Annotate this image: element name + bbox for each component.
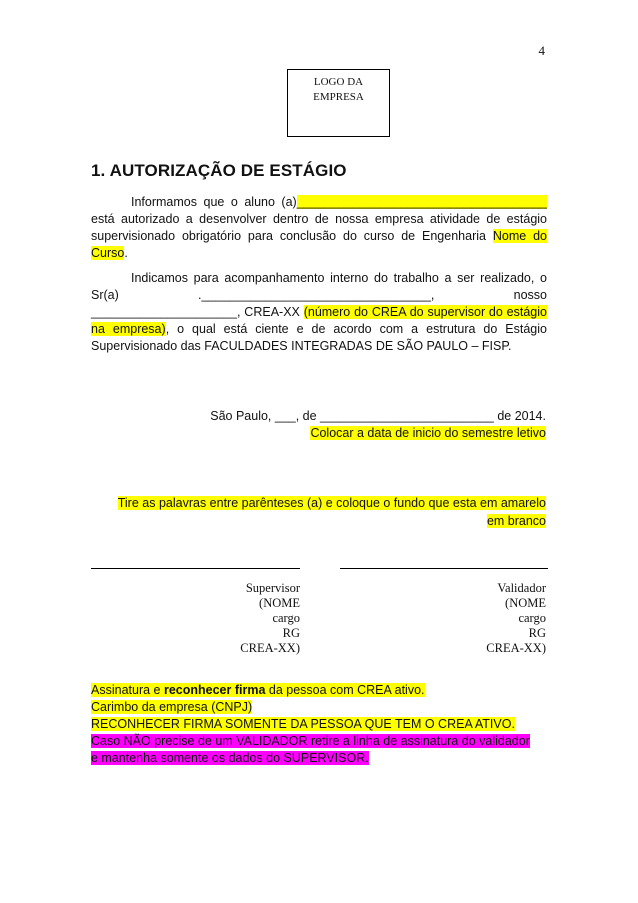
company-logo-placeholder	[287, 69, 390, 137]
supervisor-name: (NOME	[259, 596, 300, 610]
instruction-line-2: em branco	[486, 514, 546, 528]
supervisor-cargo: cargo	[272, 611, 300, 625]
validador-signature-block	[486, 581, 546, 656]
student-name-blank: ____________________________________	[296, 195, 547, 209]
supervisor-signature-block	[240, 581, 300, 656]
validador-signature-line	[340, 568, 548, 569]
supervisor-role: Supervisor	[245, 581, 300, 595]
instruction-line-1: Tire as palavras entre parênteses (a) e coloque o fundo que esta em amarelo	[117, 496, 546, 510]
crea-number-placeholder: (número do CREA do supervisor do estágio na empresa)	[91, 305, 547, 336]
validador-rg: RG	[528, 626, 546, 640]
p2-text-a: Indicamos para acompanhamento interno do trabalho a ser realizado, o Sr(a) ._________________________________, nosso _____________________, CREA-XX	[91, 271, 547, 319]
validador-crea: CREA-XX)	[486, 641, 546, 655]
validador-role: Validador	[497, 581, 546, 595]
p1-text-a: Informamos que o aluno (a)	[131, 195, 297, 209]
validador-cargo: cargo	[518, 611, 546, 625]
logo-line-2: EMPRESA	[313, 91, 364, 103]
paragraph-authorization	[91, 194, 547, 262]
p2-text-b: , o qual está ciente e de acordo com a estrutura do Estágio Supervisionado das FACULDADES INTEGRADAS DE SÃO PAULO – FISP.	[91, 322, 547, 353]
instruction-note	[86, 494, 546, 530]
date-line: São Paulo, ___, de _________________________ de 2014.	[210, 409, 546, 423]
note-line-4: Caso NÃO precise de um VALIDADOR retire a linha de assinatura do validador	[91, 734, 530, 748]
supervisor-signature-line	[91, 568, 300, 569]
course-name-placeholder: Nome do Curso	[91, 229, 547, 260]
p1-text-b: está autorizado a desenvolver dentro de nossa empresa atividade de estágio supervisionado obrigatório para conclusão do curso de Engenharia	[91, 212, 547, 243]
note-line-3: RECONHECER FIRMA SOMENTE DA PESSOA QUE TEM O CREA ATIVO.	[91, 717, 515, 731]
logo-line-1: LOGO DA	[313, 76, 364, 88]
supervisor-rg: RG	[282, 626, 300, 640]
validador-name: (NOME	[505, 596, 546, 610]
supervisor-crea: CREA-XX)	[240, 641, 300, 655]
note-line-5: e mantenha somente os dados do SUPERVISOR.	[91, 751, 369, 765]
note-line-2: Carimbo da empresa (CNPJ)	[91, 700, 253, 714]
page-number: 4	[538, 43, 545, 58]
note-line-1: Assinatura e reconhecer firma da pessoa com CREA ativo.	[91, 683, 425, 697]
notes-block	[91, 682, 530, 767]
section-title: 1. AUTORIZAÇÃO DE ESTÁGIO	[91, 161, 347, 180]
paragraph-supervisor	[91, 270, 547, 355]
p1-end: .	[124, 246, 128, 260]
date-note: Colocar a data de inicio do semestre letivo	[310, 426, 546, 440]
